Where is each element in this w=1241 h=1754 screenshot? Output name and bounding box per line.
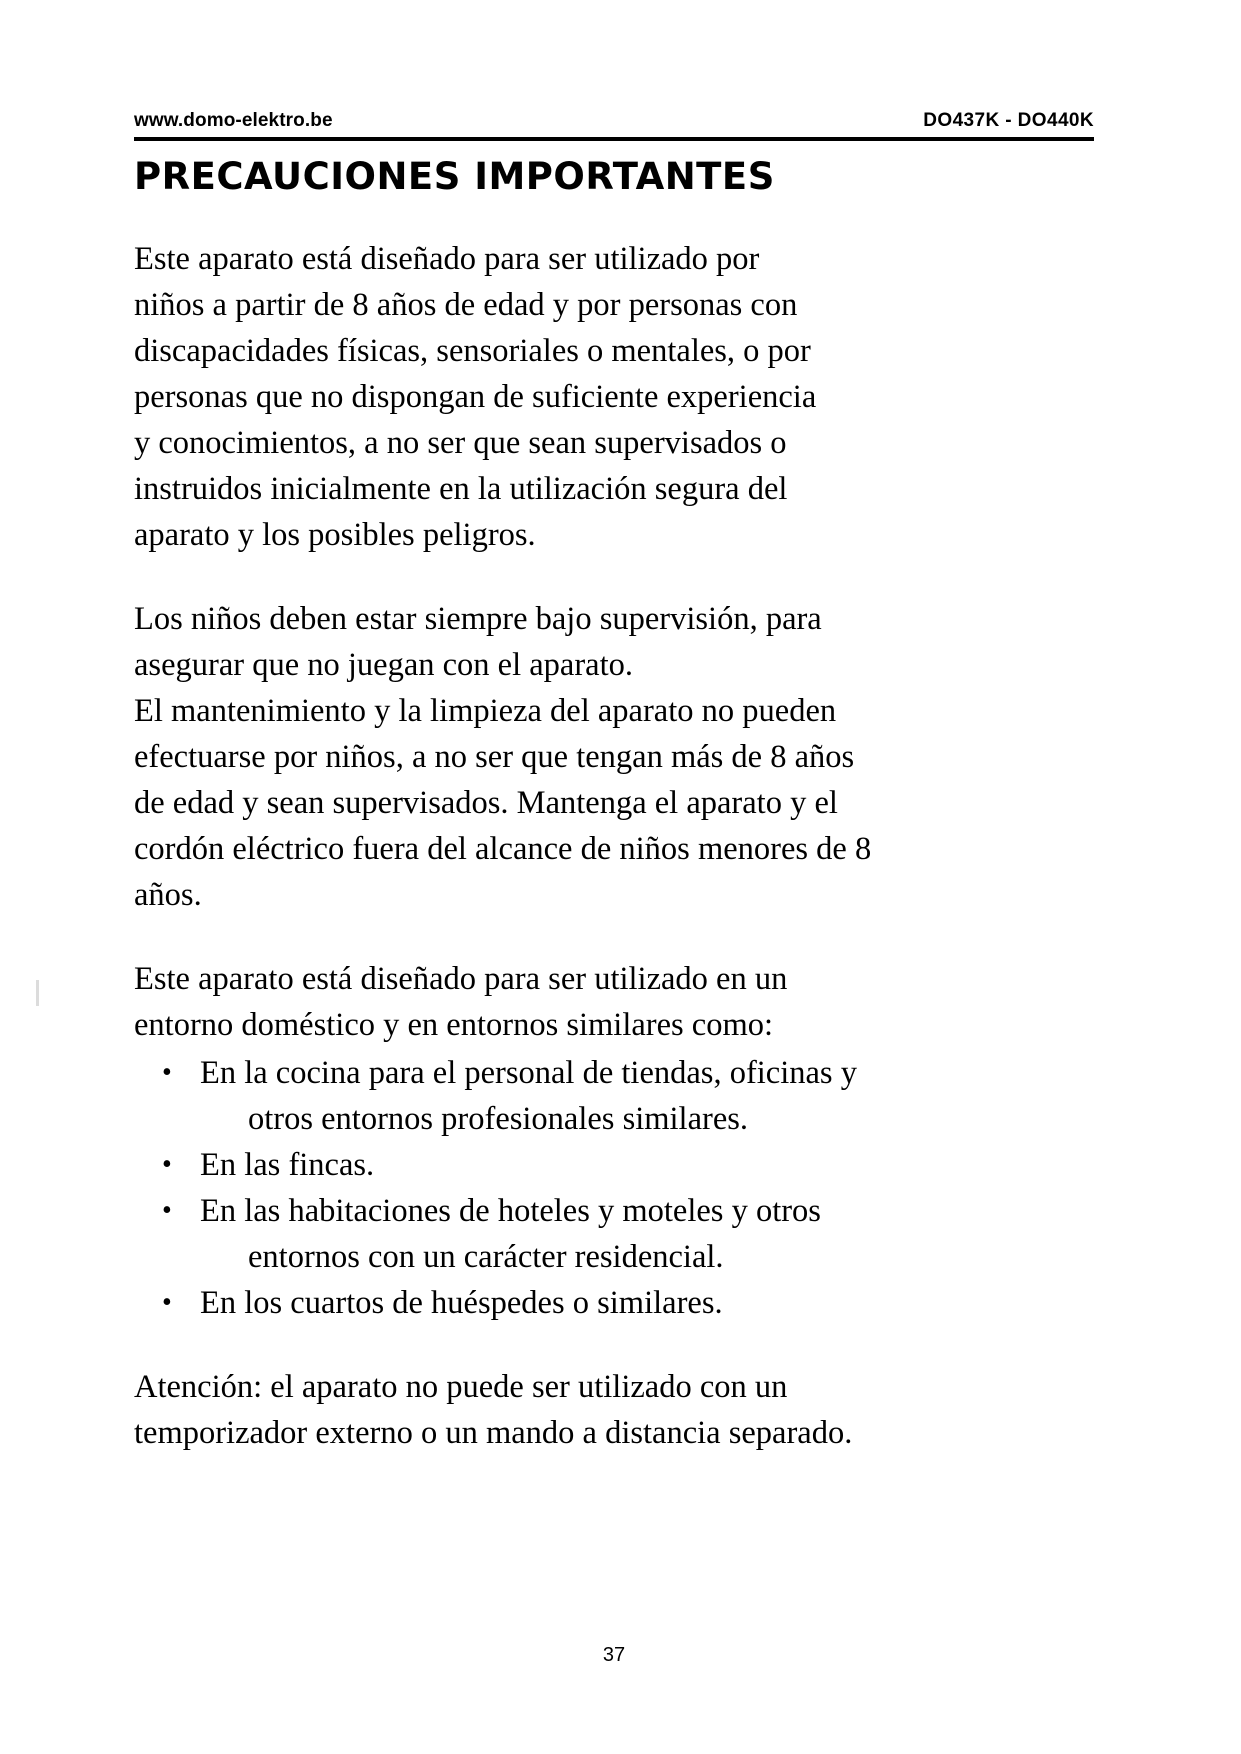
text-line: instruidos inicialmente en la utilización segura del — [134, 470, 788, 507]
text-line: Atención: el aparato no puede ser utilizado con un — [134, 1368, 788, 1405]
paragraph-4 — [134, 956, 1034, 1048]
header-divider — [134, 137, 1094, 141]
paragraph-5 — [134, 1364, 1034, 1456]
environments-list — [134, 1050, 1094, 1326]
bullet-icon: • — [162, 1194, 172, 1226]
paragraph-1 — [134, 236, 1034, 558]
text-line: El mantenimiento y la limpieza del aparato no pueden — [134, 692, 837, 729]
list-item — [134, 1050, 1094, 1142]
text-line: discapacidades físicas, sensoriales o mentales, o por — [134, 332, 811, 369]
page-title: PRECAUCIONES IMPORTANTES — [134, 155, 775, 198]
text-line: En la cocina para el personal de tiendas, oficinas y — [200, 1054, 857, 1091]
page-header — [134, 110, 1094, 136]
text-line: niños a partir de 8 años de edad y por personas con — [134, 286, 798, 323]
text-line: entorno doméstico y en entornos similares como: — [134, 1006, 774, 1043]
header-model-numbers: DO437K - DO440K — [923, 110, 1094, 131]
text-line: En las habitaciones de hoteles y moteles y otros — [200, 1192, 821, 1229]
text-line: años. — [134, 876, 202, 913]
text-line: de edad y sean supervisados. Mantenga el aparato y el — [134, 784, 838, 821]
text-line: Este aparato está diseñado para ser utilizado por — [134, 240, 760, 277]
text-line: efectuarse por niños, a no ser que tengan más de 8 años — [134, 738, 855, 775]
text-line: En los cuartos de huéspedes o similares. — [200, 1284, 723, 1321]
list-item — [134, 1188, 1094, 1280]
text-line: personas que no dispongan de suficiente experiencia — [134, 378, 817, 415]
text-line: Los niños deben estar siempre bajo supervisión, para — [134, 600, 822, 637]
text-line: aparato y los posibles peligros. — [134, 516, 536, 553]
bullet-icon: • — [162, 1148, 172, 1180]
page-content — [134, 110, 1094, 1666]
text-line: asegurar que no juegan con el aparato. — [134, 646, 634, 683]
list-item — [134, 1142, 1094, 1188]
list-item — [134, 1280, 1094, 1326]
text-line: cordón eléctrico fuera del alcance de niños menores de 8 — [134, 830, 872, 867]
text-line: entornos con un carácter residencial. — [248, 1238, 724, 1275]
bullet-icon: • — [162, 1056, 172, 1088]
text-line: otros entornos profesionales similares. — [248, 1100, 749, 1137]
page-number: 37 — [602, 1644, 626, 1666]
text-line: temporizador externo o un mando a distancia separado. — [134, 1414, 853, 1451]
text-line: y conocimientos, a no ser que sean supervisados o — [134, 424, 787, 461]
text-line: En las fincas. — [200, 1146, 375, 1183]
paragraph-3 — [134, 688, 1034, 918]
text-line: Este aparato está diseñado para ser utilizado en un — [134, 960, 788, 997]
page-edge-artifact — [36, 980, 39, 1006]
header-website: www.domo-elektro.be — [134, 110, 333, 131]
bullet-icon: • — [162, 1286, 172, 1318]
paragraph-2 — [134, 596, 1034, 688]
